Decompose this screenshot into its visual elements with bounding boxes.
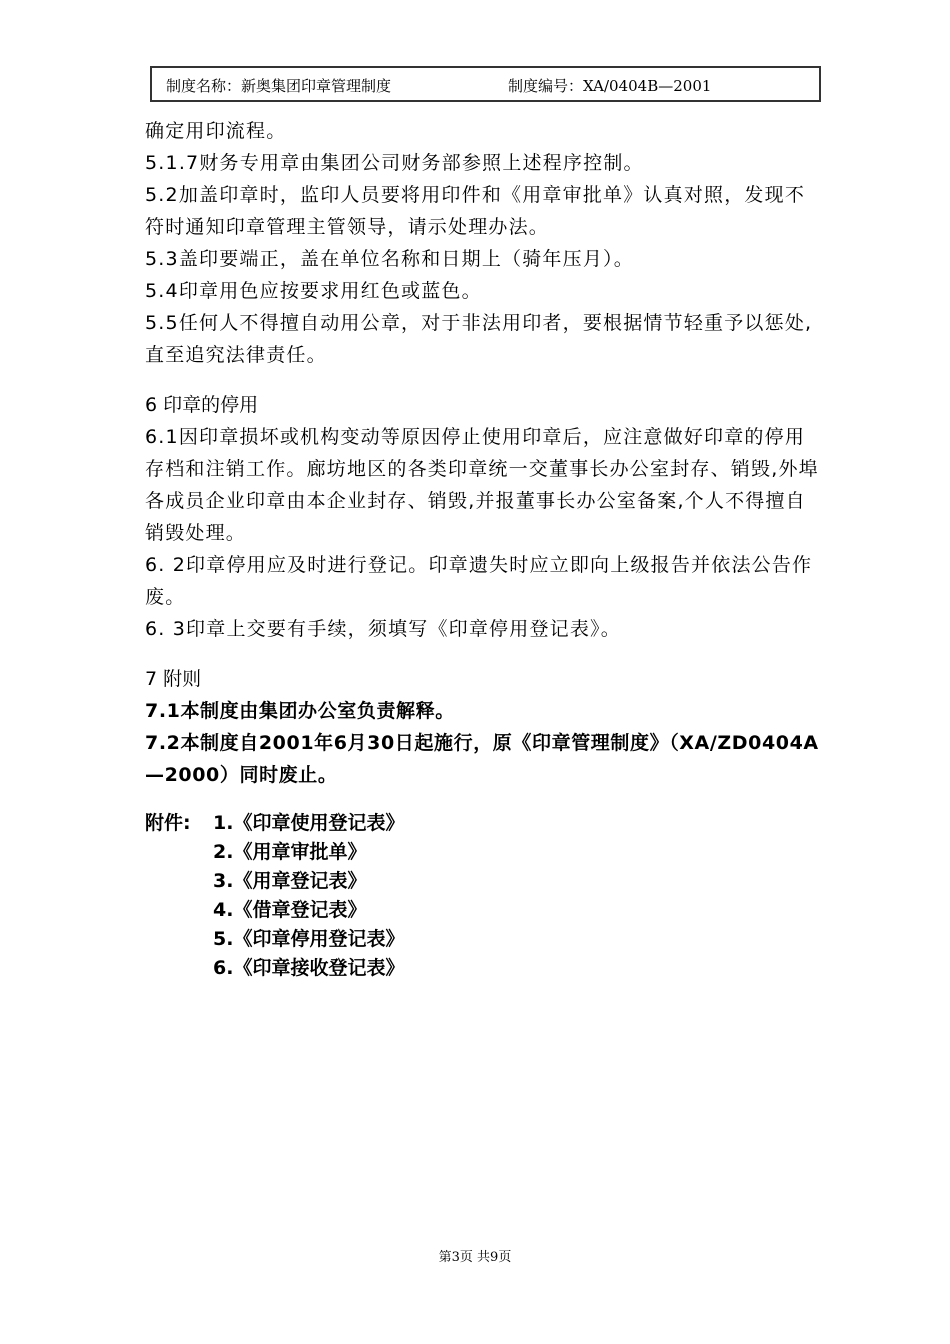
section-6-heading: 6 印章的停用 — [145, 394, 259, 416]
document-body — [145, 115, 825, 983]
regulation-name: 制度名称：新奥集团印章管理制度 — [166, 77, 392, 95]
attachment-item: 1.《印章使用登记表》 — [213, 812, 405, 834]
attachments-label: 附件: — [145, 812, 191, 834]
paragraph-bold: 7.1本制度由集团办公室负责解释。 — [145, 700, 455, 722]
paragraph: 6. 2印章停用应及时进行登记。印章遗失时应立即向上级报告并依法公告作废。 — [145, 554, 813, 608]
attachments-list — [213, 809, 404, 983]
paragraph: 5.2加盖印章时，监印人员要将用印件和《用章审批单》认真对照，发现不符时通知印章管理主管领导，请示处理办法。 — [145, 184, 806, 238]
regulation-code: 制度编号：XA/0404B—2001 — [508, 77, 712, 95]
paragraph: 6.1因印章损坏或机构变动等原因停止使用印章后，应注意做好印章的停用存档和注销工作。廊坊地区的各类印章统一交董事长办公室封存、销毁,外埠各成员企业印章由本企业封存、销毁,并报董事长办公室备案,个人不得擅自销毁处理。 — [145, 426, 819, 544]
spacer — [145, 791, 825, 809]
attachment-item: 3.《用章登记表》 — [213, 870, 367, 892]
paragraph: 确定用印流程。 — [145, 120, 287, 142]
attachment-item: 6.《印章接收登记表》 — [213, 957, 405, 979]
attachment-item: 5.《印章停用登记表》 — [213, 928, 405, 950]
attachments — [145, 809, 825, 983]
paragraph: 6. 3印章上交要有手续，须填写《印章停用登记表》。 — [145, 618, 621, 640]
page-number: 第3页 共9页 — [438, 1250, 512, 1265]
attachment-item: 2.《用章审批单》 — [213, 841, 367, 863]
attachment-item: 4.《借章登记表》 — [213, 899, 367, 921]
paragraph: 5.5任何人不得擅自动用公章，对于非法用印者，要根据情节轻重予以惩处,直至追究法律责任。 — [145, 312, 813, 366]
spacer — [145, 645, 825, 663]
document-header — [150, 66, 821, 102]
paragraph-bold: 7.2本制度自2001年6月30日起施行，原《印章管理制度》（XA/ZD0404A—2000）同时废止。 — [145, 732, 819, 786]
spacer — [145, 371, 825, 389]
paragraph: 5.3盖印要端正，盖在单位名称和日期上（骑年压月）。 — [145, 248, 634, 270]
paragraph: 5.1.7财务专用章由集团公司财务部参照上述程序控制。 — [145, 152, 644, 174]
section-7-heading: 7 附则 — [145, 668, 202, 690]
paragraph: 5.4印章用色应按要求用红色或蓝色。 — [145, 280, 482, 302]
